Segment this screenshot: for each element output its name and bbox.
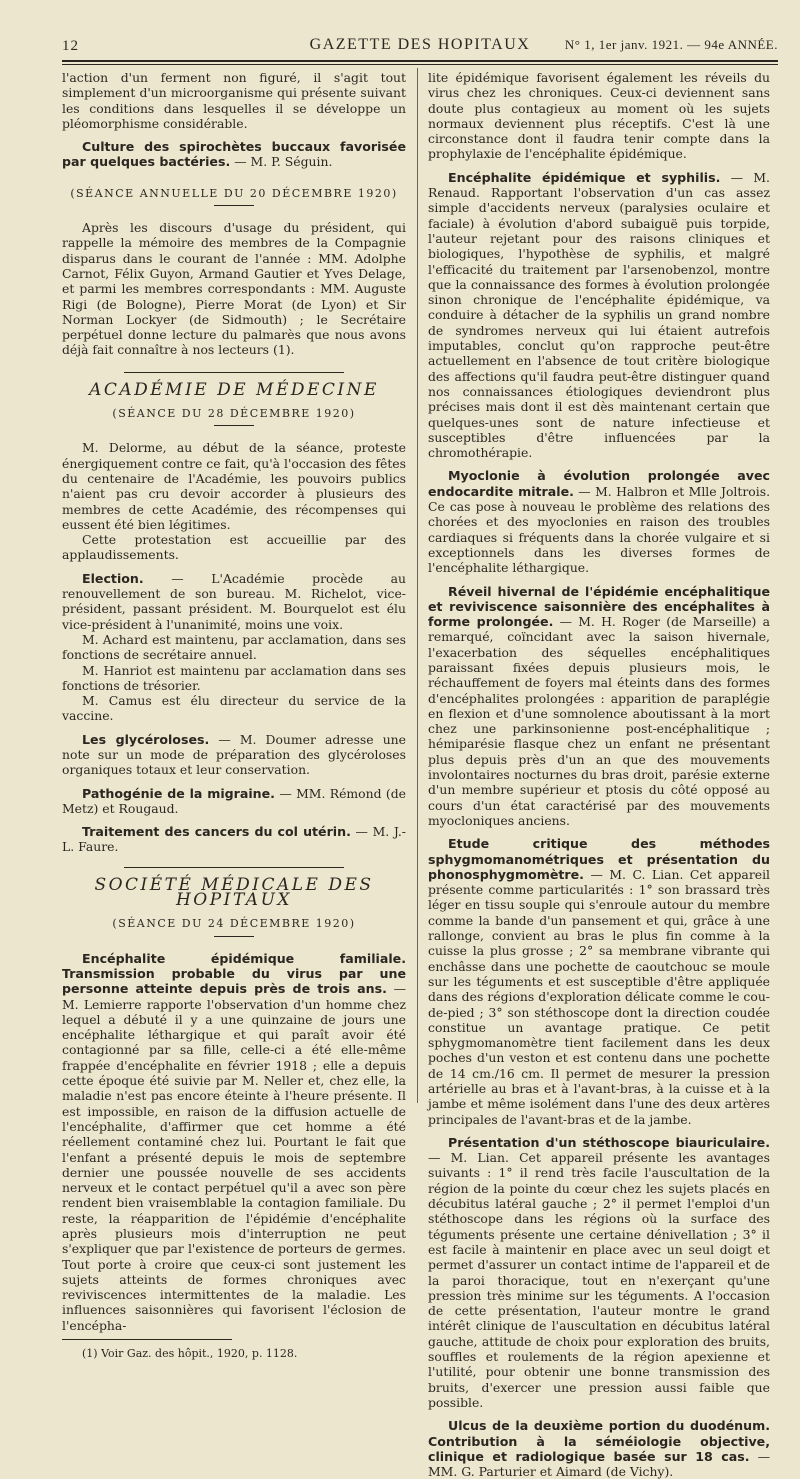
issue-info: N° 1, 1er janv. 1921. — 94e ANNÉE. [564,37,778,52]
divider [214,936,254,937]
section-title: Etude critique des méthodes sphygmomanométriques et présentation du phonosphygmomètre. [428,836,770,882]
right-column [428,70,770,1479]
paragraph-camus: M. Camus est élu directeur du service de la vaccine. [62,693,406,724]
section-title: Ulcus de la deuxième portion du duodénum. Contribution à la séméiologie objective, clinique et radiologique basée sur 18 cas. [428,1418,770,1464]
section-title: Culture des spirochètes buccaux favorisée par quelques bactéries. [62,139,406,170]
divider [214,205,254,206]
paragraph-achard: M. Achard est maintenu, par acclamation, dans ses fonctions de secrétaire annuel. [62,631,406,663]
section-title: Pathogénie de la migraine. [82,785,275,801]
section-title: Encéphalite épidémique et syphilis. [448,169,721,185]
paragraph-ulcus: Ulcus de la deuxième portion du duodénum. Contribution à la séméiologie objective, clinique et radiologique basée sur 18 cas. — MM. G. Parturier et Aimard (de Vichy). [428,1418,770,1479]
section-divider [124,372,344,373]
paragraph-election: Election. — L'Académie procède au renouvellement de son bureau. M. Richelot, vice-président, passant président. M. Bourquelot est élu vice-président à l'unanimité, moins une voix. [62,570,406,632]
session-date: (SÉANCE DU 28 DÉCEMBRE 1920) [112,407,356,421]
footnote-rule [62,1339,232,1340]
footnote: (1) Voir Gaz. des hôpit., 1920, p. 1128. [82,1347,298,1361]
section-title: Traitement des cancers du col utérin. [82,824,351,840]
paragraph-migraine: Pathogénie de la migraine. — MM. Rémond (de Metz) et Rougaud. [62,785,406,816]
section-title: Les glycéroloses. [82,731,210,747]
paragraph-annual: Après les discours d'usage du président, qui rappelle la mémoire des membres de la Compagnie disparus dans le courant de l'année : MM. Adolphe Carnot, Félix Guyon, Armand Gautier et Yves Delage, et parmi les membres correspondants : MM. Auguste Rigi (de Bologne), Pierre Morat (de Lyon) et Sir Norman Lockyer (de Sidmouth) ; le Secrétaire perpétuel donne lecture du palmarès que nous avons déjà fait connaître à nos lecteurs (1). [62,220,406,358]
section-title: Encéphalite épidémique familiale. Transmission probable du virus par une personne atteinte depuis près de trois ans. [62,950,406,997]
paragraph: l'action d'un ferment non figuré, il s'agit tout simplement d'un microorganisme qui présente suivant les conditions dans lesquelles il se développe un pléomorphisme considérable. [62,70,406,131]
section-title: Myoclonie à évolution prolongée avec endocardite mitrale. [428,468,770,499]
page-header [62,34,778,56]
paragraph-cancer: Traitement des cancers du col utérin. — M. J.-L. Faure. [62,824,406,855]
societe-heading: SOCIÉTÉ MÉDICALE DES HOPITAUX [94,874,374,911]
paragraph-culture [62,139,406,170]
section-title: Réveil hivernal de l'épidémie encéphalitique et reviviscence saisonnière des encéphalites à forme prolongée. [428,583,770,630]
header-rule [62,60,778,62]
section-title: Présentation d'un stéthoscope biauriculaire. [448,1134,770,1150]
paragraph-encephalite: Encéphalite épidémique familiale. Transmission probable du virus par une personne atteinte depuis près de trois ans. — M. Lemierre rapporte l'observation d'un homme chez lequel a débuté il y a une quinzaine de jours une encéphalite léthargique et qui paraît avoir été contagionné par sa fille, celle-ci a été elle-même frappée d'encéphalite en février 1918 ; elle a depuis cette époque été suivie par M. Neller et, chez elle, la maladie n'est pas encore éteinte à l'heure présente. Il est impossible, en raison de la diffusion actuelle de l'encéphalite, d'affirmer que cet homme a été réellement contaminé chez lui. Pourtant le fait que l'enfant a présenté depuis le mois de septembre dernier une poussée nouvelle de ses accidents nerveux et le contact perpétuel qu'il a avec son père rendent bien vraisemblable la contagion familiale. Du reste, la réapparition de l'épidémie d'encéphalite après plusieurs mois d'interruption ne peut s'expliquer que par l'existence de porteurs de germes. Tout porte à croire que ceux-ci sont justement les sujets atteints de formes chroniques avec reviviscences intermittentes de la maladie. Les influences saisonnières qui favorisent l'éclosion de l'encépha- [62,950,406,1333]
paragraph-etude: Etude critique des méthodes sphygmomanométriques et présentation du phonosphygmomètre. — M. C. Lian. Cet appareil présente comme particularités : 1° son brassard très léger en tissu souple qui s'enroule autour du membre comme la bande d'un pansement et qui, grâce à une rallonge, convient au bras le plus fin comme à la cuisse la plus grosse ; 2° sa membrane vibrante qui enchâsse dans une pochette de caoutchouc se moule sur les téguments et est susceptible d'être appliquée dans des régions d'exploration délicate comme le cou-de-pied ; 3° son stéthoscope dont la direction coudée constitue un avantage pratique. Ce petit sphygmomanomètre tient facilement dans les deux poches d'un veston et est contenu dans une pochette de 14 cm./16 cm. Il permet de mesurer la pression artérielle au bras et à l'avant-bras, à la cuisse et à la jambe et même isolément dans l'une des deux artères principales de l'avant-bras et de la jambe. [428,836,770,1127]
column-divider [417,68,418,1103]
session-date: (SÉANCE DU 24 DÉCEMBRE 1920) [112,917,356,931]
academie-heading: ACADÉMIE DE MÉDECINE [89,379,379,400]
paragraph-stethoscope: Présentation d'un stéthoscope biauriculaire. — M. Lian. Cet appareil présente les avantages suivants : 1° il rend très facile l'auscultation de la région de la pointe du cœur chez les sujets placés en décubitus latéral gauche ; 2° il permet l'emploi d'un stéthoscope dans les régions où la surface des téguments présente une certaine dénivellation ; 3° il est facile à maintenir en place avec un seul doigt et permet d'assurer un contact intime de l'appareil et de la paroi thoracique, tout en n'exerçant qu'une pression très minime sur les téguments. A l'occasion de cette présentation, l'auteur montre le grand intérêt clinique de l'auscultation en décubitus latéral gauche, attitude de choix pour exploration des bruits, souffles et roulements de la région apexienne et l'utilité, pour obtenir une bonne transmission des bruits, d'exercer une pression aussi faible que possible. [428,1134,770,1410]
left-column [62,70,406,1361]
paragraph-myoclonie: Myoclonie à évolution prolongée avec endocardite mitrale. — M. Halbron et Mlle Joltrois. Ce cas pose à nouveau le problème des relations des chorées et des myoclonies en raison des troubles cardiaques si fréquents dans la chorée vulgaire et si exceptionnels dans les diverses formes de l'encéphalite léthargique. [428,468,771,576]
paragraph-syphilis: Encéphalite épidémique et syphilis. — M. Renaud. Rapportant l'observation d'un cas assez simple d'accidents nerveux (paralysies oculaire et faciale) à évolution d'abord subaiguë puis torpide, l'auteur rejetant pour des raisons cliniques et biologiques, l'hypothèse de syphilis, et malgré l'efficacité du traitement par l'arsenobenzol, montre que la connaissance des formes à évolution prolongée sinon chronique de l'encéphalite épidémique, va conduire à détacher de la syphilis un grand nombre de syndromes nerveux qui lui étaient autrefois imputables, conclut qu'on rapproche peut-être actuellement en l'absence de tout critère biologique des affections qu'il faudra peut-être distinguer quand nos connaissances étiologiques deviendront plus précises mais dont il est dès maintenant certain que quelques-unes sont de nature infectieuse et susceptibles d'être influencées par la chromothérapie. [428,169,770,461]
paragraph-protest: Cette protestation est accueillie par des applaudissements. [62,532,406,563]
author: — M. P. Séguin. [230,154,333,170]
session-date: (SÉANCE ANNUELLE DU 20 DÉCEMBRE 1920) [70,186,398,200]
paragraph-reveil: Réveil hivernal de l'épidémie encéphalitique et reviviscence saisonnière des encéphalites à forme prolongée. — M. H. Roger (de Marseille) a remarqué, coïncidant avec la saison hivernale, l'exacerbation des séquelles encéphalitiques paraissant fixées depuis plusieurs mois, le réchauffement de foyers mal éteints dans des formes d'encéphalites prolongées : apparition de paraplégie en flexion et d'une somnolence aboutissant à la mort chez une parkinsonienne post-encéphalitique ; hémiparésie flasque chez un enfant ne présentant plus depuis près d'un an que des mouvements involontaires nocturnes du bras droit, parésie externe d'un membre supérieur et ptosis du côté opposé au cours d'un état caractérisé par des mouvements myocloniques anciens. [428,583,770,828]
header-rule-thin [62,64,778,65]
section-title: Election. [82,570,144,586]
section-divider [124,867,344,868]
page-number: 12 [62,38,79,54]
journal-title: GAZETTE DES HOPITAUX [309,36,531,53]
paragraph-delorme: M. Delorme, au début de la séance, proteste énergiquement contre ce fait, qu'à l'occasion des fêtes du centenaire de l'Académie, les pouvoirs publics n'aient pas cru devoir accorder à plusieurs des membres de cette Académie, des récompenses qui eussent été bien légitimes. [62,440,406,532]
paragraph-glyceroloses: Les glycéroloses. — M. Doumer adresse une note sur un mode de préparation des glycéroloses organiques totaux et leur conservation. [62,731,406,778]
paragraph: lite épidémique favorisent également les réveils du virus chez les chroniques. Ceux-ci deviennent sans doute plus contagieux au moment où les sujets normaux deviennent plus réceptifs. C'est là une circonstance dont il faudra tenir compte dans la prophylaxie de l'encéphalite épidémique. [428,70,770,162]
paragraph-hanriot: M. Hanriot est maintenu par acclamation dans ses fonctions de trésorier. [62,662,406,693]
divider [214,425,254,426]
